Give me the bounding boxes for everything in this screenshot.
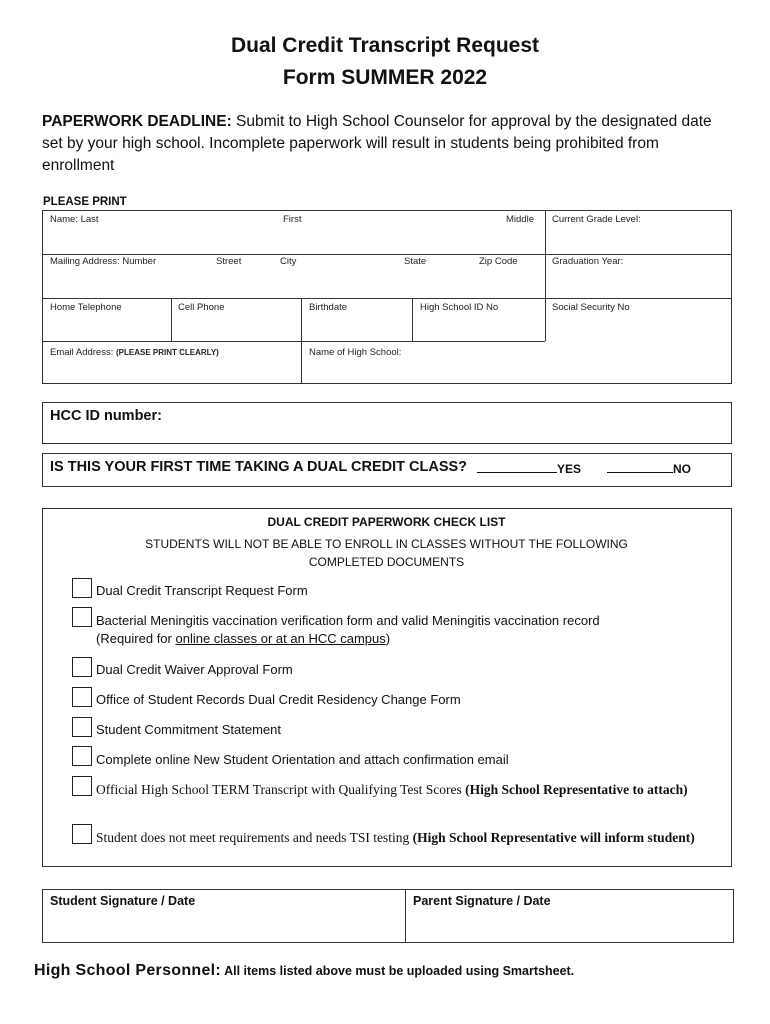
checkbox-transcript-scores[interactable]	[72, 776, 92, 796]
no-blank[interactable]	[607, 472, 673, 473]
checklist-item: Office of Student Records Dual Credit Residency Change Form	[96, 692, 461, 707]
checkbox-orientation[interactable]	[72, 746, 92, 766]
checklist-item-bold: (High School Representative to attach)	[465, 782, 688, 797]
meningitis-note-pre: (Required for	[96, 631, 176, 646]
high-school-name-field[interactable]: Name of High School:	[309, 347, 402, 358]
deadline-label: PAPERWORK DEADLINE:	[42, 113, 232, 130]
footer-note	[34, 962, 574, 980]
student-signature-field[interactable]: Student Signature / Date	[50, 894, 196, 908]
checklist-item	[96, 829, 721, 847]
name-middle-field[interactable]: Middle	[506, 214, 534, 225]
checkbox-tsi-testing[interactable]	[72, 824, 92, 844]
checklist-item: Dual Credit Waiver Approval Form	[96, 662, 293, 677]
checklist-item-text: Student does not meet requirements and needs TSI testing	[96, 830, 413, 845]
meningitis-note-post: )	[385, 631, 391, 646]
checkbox-commitment[interactable]	[72, 717, 92, 737]
grid-col-divider	[412, 298, 413, 341]
checklist-item-text: Official High School TERM Transcript with Qualifying Test Scores	[96, 782, 466, 797]
meningitis-note-link: online classes or at an HCC campus	[175, 631, 386, 646]
please-print-label: PLEASE PRINT	[43, 196, 127, 208]
checkbox-transcript-request[interactable]	[72, 578, 92, 598]
hs-id-field[interactable]: High School ID No	[420, 302, 499, 313]
checklist-item: Dual Credit Transcript Request Form	[96, 583, 308, 598]
deadline-text: Submit to High School Counselor for approval by the designated date set by your high school. Incomplete paperwork will result in students being prohibited from enrollment	[42, 113, 712, 174]
checklist-item: Student Commitment Statement	[96, 722, 281, 737]
checklist-item: Complete online New Student Orientation and attach confirmation email	[96, 752, 509, 767]
checklist-subtitle: STUDENTS WILL NOT BE ABLE TO ENROLL IN CLASSES WITHOUT THE FOLLOWING COMPLETED DOCUMENTS	[145, 537, 628, 569]
email-label: Email Address:	[50, 347, 116, 358]
street-field[interactable]: Street	[216, 256, 242, 267]
footer-text: All items listed above must be uploaded using Smartsheet.	[221, 964, 575, 978]
checklist-item	[96, 781, 721, 799]
grid-row-divider	[42, 298, 732, 299]
checkbox-meningitis[interactable]	[72, 607, 92, 627]
checklist-item-text: Bacterial Meningitis vaccination verification form and valid Meningitis vaccination record	[96, 613, 600, 628]
state-field[interactable]: State	[404, 256, 427, 267]
graduation-year-field[interactable]: Graduation Year:	[552, 256, 624, 267]
name-first-field[interactable]: First	[283, 214, 302, 225]
cell-phone-field[interactable]: Cell Phone	[178, 302, 225, 313]
email-note: (PLEASE PRINT CLEARLY)	[116, 348, 219, 357]
grid-row-divider	[42, 254, 732, 255]
deadline-paragraph	[42, 111, 732, 177]
grid-row-divider	[42, 341, 545, 342]
checkbox-residency[interactable]	[72, 687, 92, 707]
checkbox-waiver[interactable]	[72, 657, 92, 677]
city-field[interactable]: City	[280, 256, 297, 267]
form-title-line1: Dual Credit Transcript Request	[230, 34, 540, 57]
form-title-line2: Form SUMMER 2022	[282, 66, 488, 89]
checklist-title: DUAL CREDIT PAPERWORK CHECK LIST	[267, 515, 506, 529]
ssn-field[interactable]: Social Security No	[552, 302, 630, 313]
yes-option[interactable]	[477, 462, 581, 476]
current-grade-field[interactable]: Current Grade Level:	[552, 214, 641, 225]
yes-blank[interactable]	[477, 472, 557, 473]
home-phone-field[interactable]: Home Telephone	[50, 302, 122, 313]
checklist-item	[96, 612, 721, 648]
no-option[interactable]	[607, 462, 691, 476]
grid-col-divider	[545, 210, 546, 341]
signature-divider	[405, 889, 406, 943]
birthdate-field[interactable]: Birthdate	[309, 302, 348, 313]
footer-label: High School Personnel:	[34, 962, 222, 979]
grid-col-divider	[301, 298, 302, 384]
mailing-number-field[interactable]: Mailing Address: Number	[50, 256, 157, 267]
no-label: NO	[673, 462, 691, 476]
name-last-field[interactable]: Name: Last	[50, 214, 99, 225]
yes-label: YES	[557, 462, 582, 476]
grid-col-divider	[171, 298, 172, 341]
hcc-id-label: HCC ID number:	[50, 408, 162, 424]
email-field[interactable]	[50, 347, 219, 358]
zip-field[interactable]: Zip Code	[479, 256, 518, 267]
parent-signature-field[interactable]: Parent Signature / Date	[413, 894, 551, 908]
first-time-question: IS THIS YOUR FIRST TIME TAKING A DUAL CREDIT CLASS?	[50, 459, 468, 475]
checklist-item-bold: (High School Representative will inform student)	[412, 830, 695, 845]
